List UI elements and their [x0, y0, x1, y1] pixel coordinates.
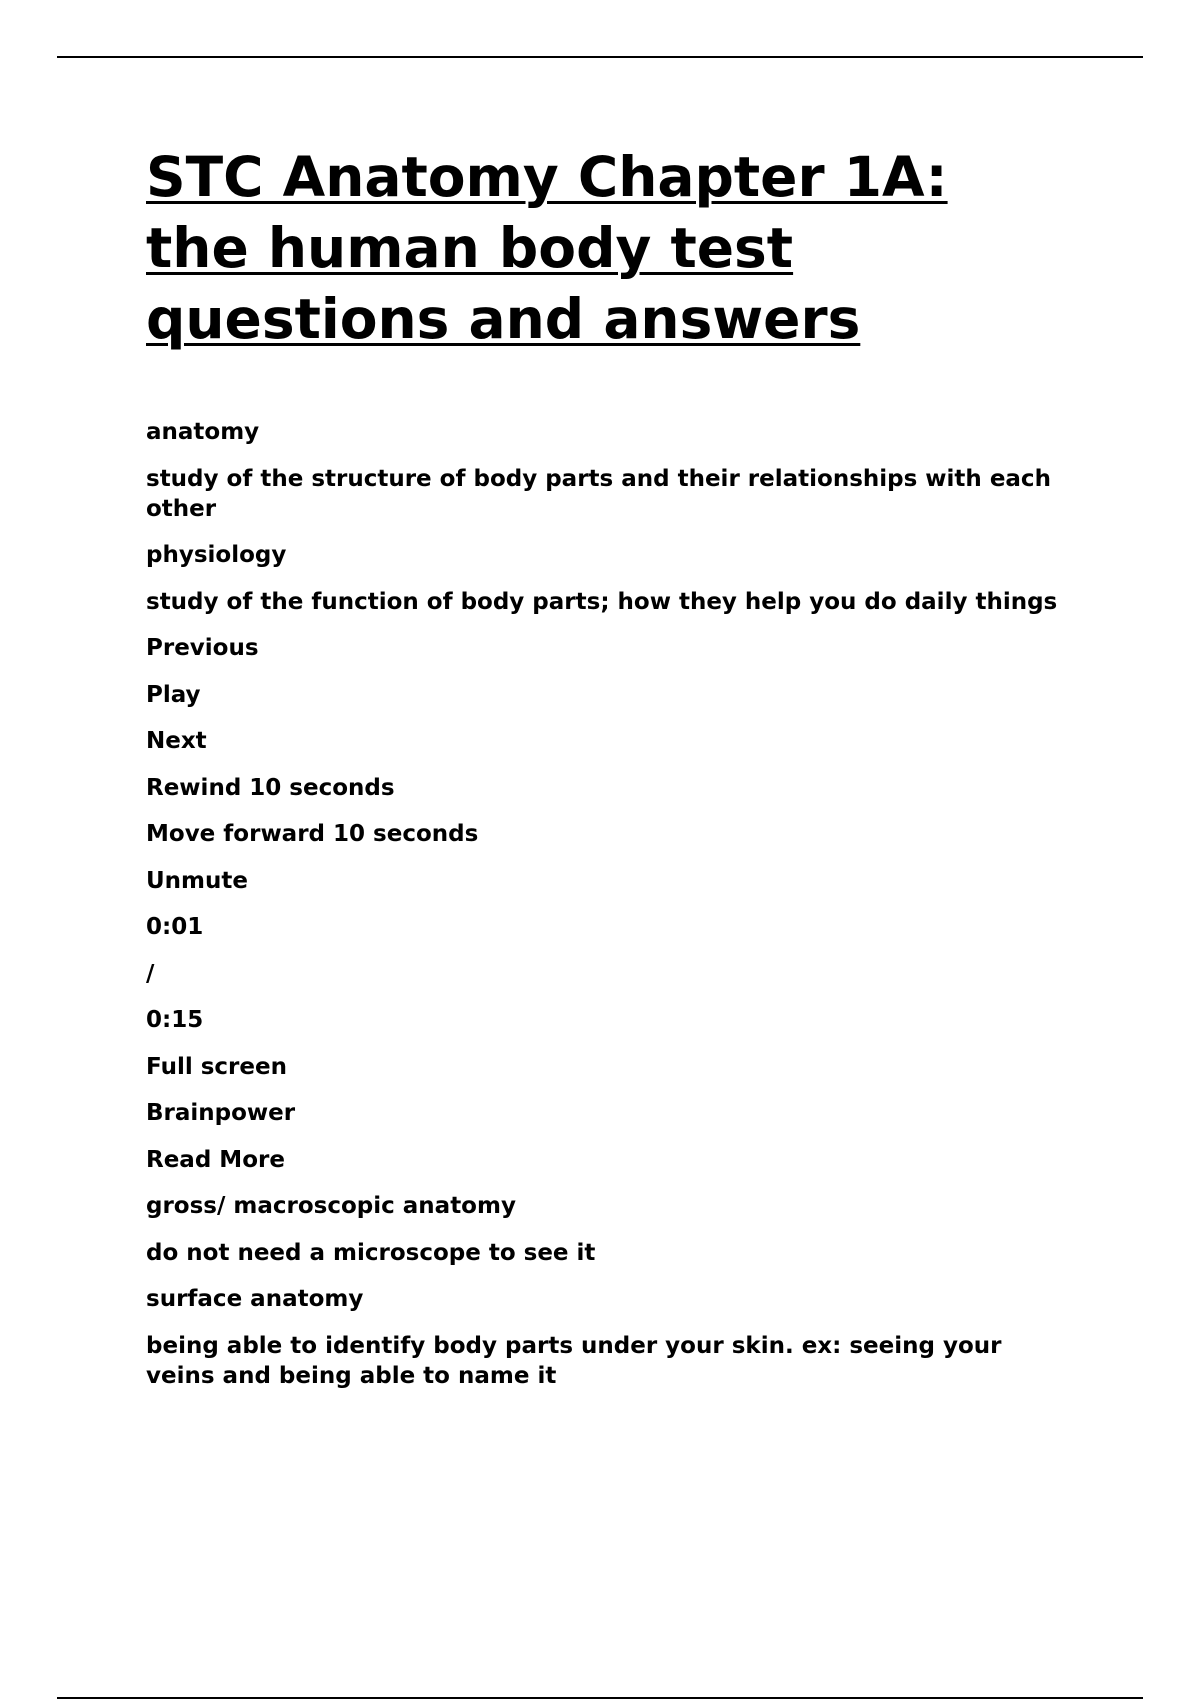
flashcard-list [146, 417, 1076, 1391]
brainpower-label: Brainpower [146, 1100, 296, 1126]
current-time: 0:01 [146, 914, 204, 940]
total-time: 0:15 [146, 1007, 204, 1033]
top-divider [57, 56, 1143, 58]
bottom-divider [57, 1697, 1143, 1699]
term-anatomy: anatomy [146, 419, 260, 445]
term-surface-anatomy: surface anatomy [146, 1286, 364, 1312]
time-separator: / [146, 960, 155, 987]
definition-anatomy: study of the structure of body parts and their relationships with each other [146, 465, 1051, 522]
play-label: Play [146, 681, 201, 708]
previous-label: Previous [146, 635, 259, 661]
definition-physiology: study of the function of body parts; how they help you do daily things [146, 588, 1058, 615]
definition-gross-anatomy: do not need a microscope to see it [146, 1239, 596, 1266]
term-gross-anatomy: gross/ macroscopic anatomy [146, 1193, 516, 1219]
term-physiology: physiology [146, 542, 287, 568]
definition-surface-anatomy: being able to identify body parts under your skin. ex: seeing your veins and being able to name it [146, 1332, 1002, 1389]
forward-label: Move forward 10 seconds [146, 821, 479, 847]
page-title: STC Anatomy Chapter 1A: the human body test questions and answers [146, 145, 948, 351]
document-body [146, 142, 1076, 1407]
rewind-label: Rewind 10 seconds [146, 774, 395, 801]
next-label: Next [146, 728, 207, 754]
full-screen-label: Full screen [146, 1053, 287, 1080]
unmute-label: Unmute [146, 867, 248, 894]
read-more-label: Read More [146, 1146, 285, 1173]
